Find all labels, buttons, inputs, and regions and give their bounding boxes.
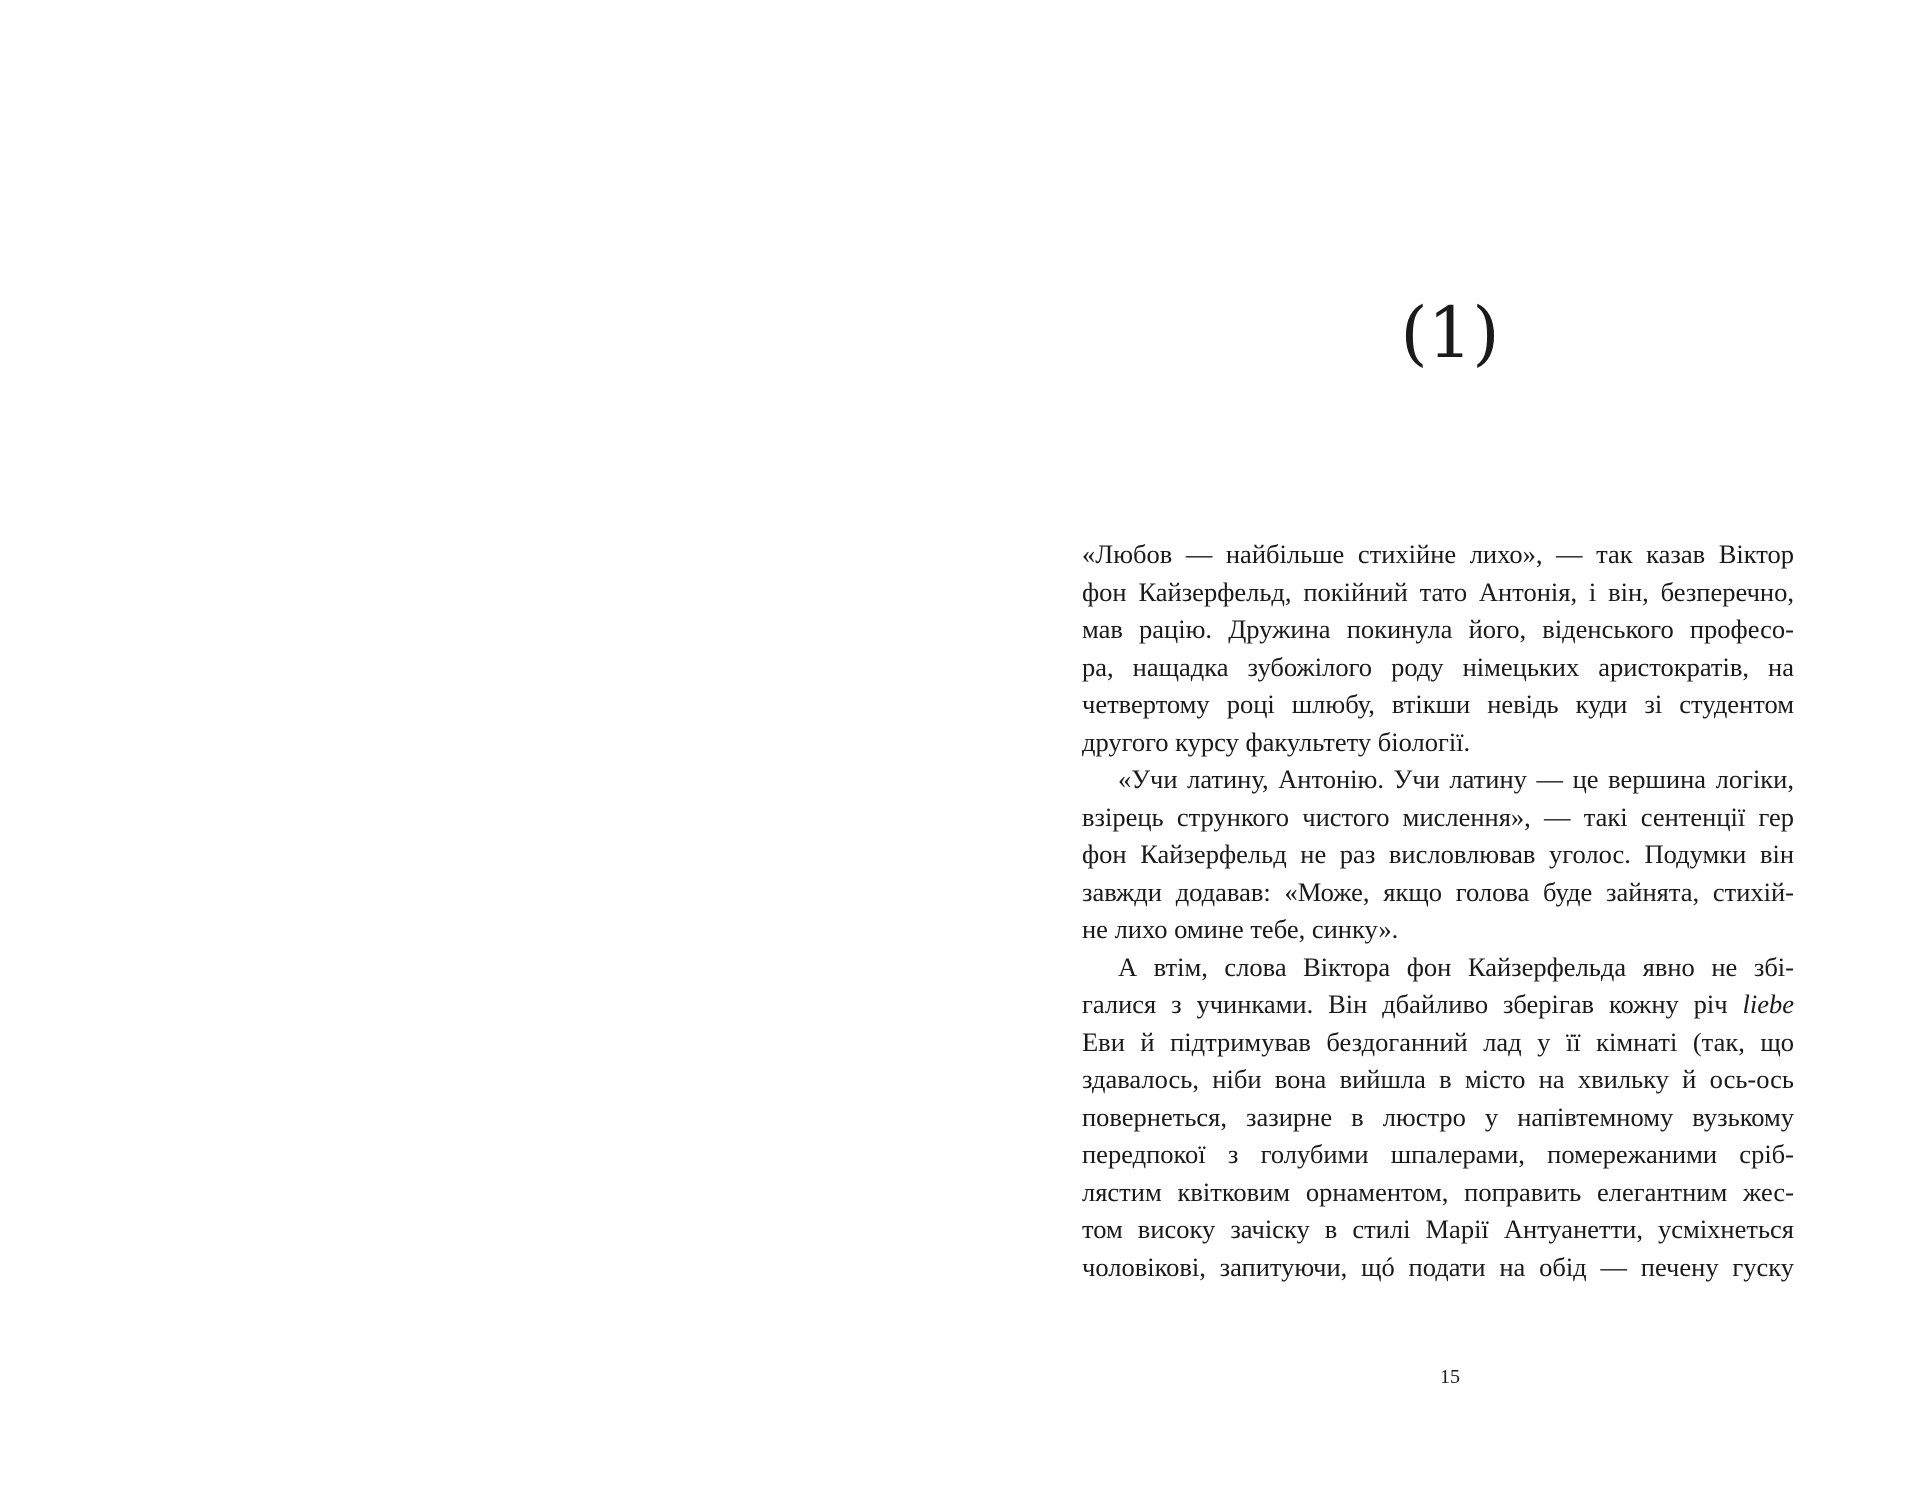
text-line-with-italic	[1082, 986, 1794, 1024]
text-line: мав рацію. Дружина покинула його, віденського професо-	[1082, 614, 1794, 644]
text-line: фон Кайзерфельд, покійний тато Антонія, і він, безперечно,	[1082, 576, 1794, 607]
text-line: передпокої з голубими шпалерами, помережаними сріб-	[1082, 1139, 1794, 1169]
text-line: повернеться, зазирне в люстро у напівтемному вузькому	[1082, 1101, 1794, 1132]
italic-word: liebe	[1742, 989, 1794, 1019]
body-text	[1082, 536, 1794, 1286]
text-line: не лихо омине тебе, синку».	[1082, 914, 1399, 944]
text-line: четвертому році шлюбу, втікши невідь куди зі студентом	[1082, 689, 1794, 719]
text-line: завжди додавав: «Може, якщо голова буде зайнята, стихій-	[1082, 876, 1794, 907]
paragraph-2	[1082, 761, 1794, 949]
text-line: фон Кайзерфельд не раз висловлював уголос. Подумки він	[1082, 839, 1794, 869]
text-line: А втім, слова Віктора фон Кайзерфельда явно не збі-	[1118, 951, 1794, 982]
chapter-number: (1)	[1400, 292, 1500, 374]
text-line: ра, нащадка зубожілого роду німецьких аристократів, на	[1082, 651, 1794, 682]
text-line: другого курсу факультету біології.	[1082, 726, 1471, 757]
text-line: чоловікові, запитуючи, щó подати на обід — печену гуску	[1082, 1251, 1794, 1282]
text-line: том високу зачіску в стилі Марії Антуанетти, усміхнеться	[1082, 1214, 1794, 1244]
text-line: «Учи латину, Антонію. Учи латину — це вершина логіки,	[1118, 764, 1794, 794]
text-segment: галися з учинками. Він дбайливо зберігав кожну річ	[1082, 989, 1743, 1019]
text-line: «Любов — найбільше стихійне лихо», — так казав Віктор	[1082, 539, 1794, 569]
text-line: здавалось, ніби вона вийшла в місто на хвильку й ось-ось	[1082, 1064, 1794, 1094]
paragraph-1	[1082, 536, 1794, 761]
text-line: лястим квітковим орнаментом, поправить елегантним жес-	[1082, 1176, 1794, 1207]
text-line: взірець стрункого чистого мислення», — такі сентенції гер	[1082, 801, 1794, 832]
text-line: Еви й підтримував бездоганний лад у її кімнаті (так, що	[1082, 1026, 1794, 1057]
paragraph-3	[1082, 949, 1794, 1287]
page-number: 15	[1440, 1366, 1460, 1388]
